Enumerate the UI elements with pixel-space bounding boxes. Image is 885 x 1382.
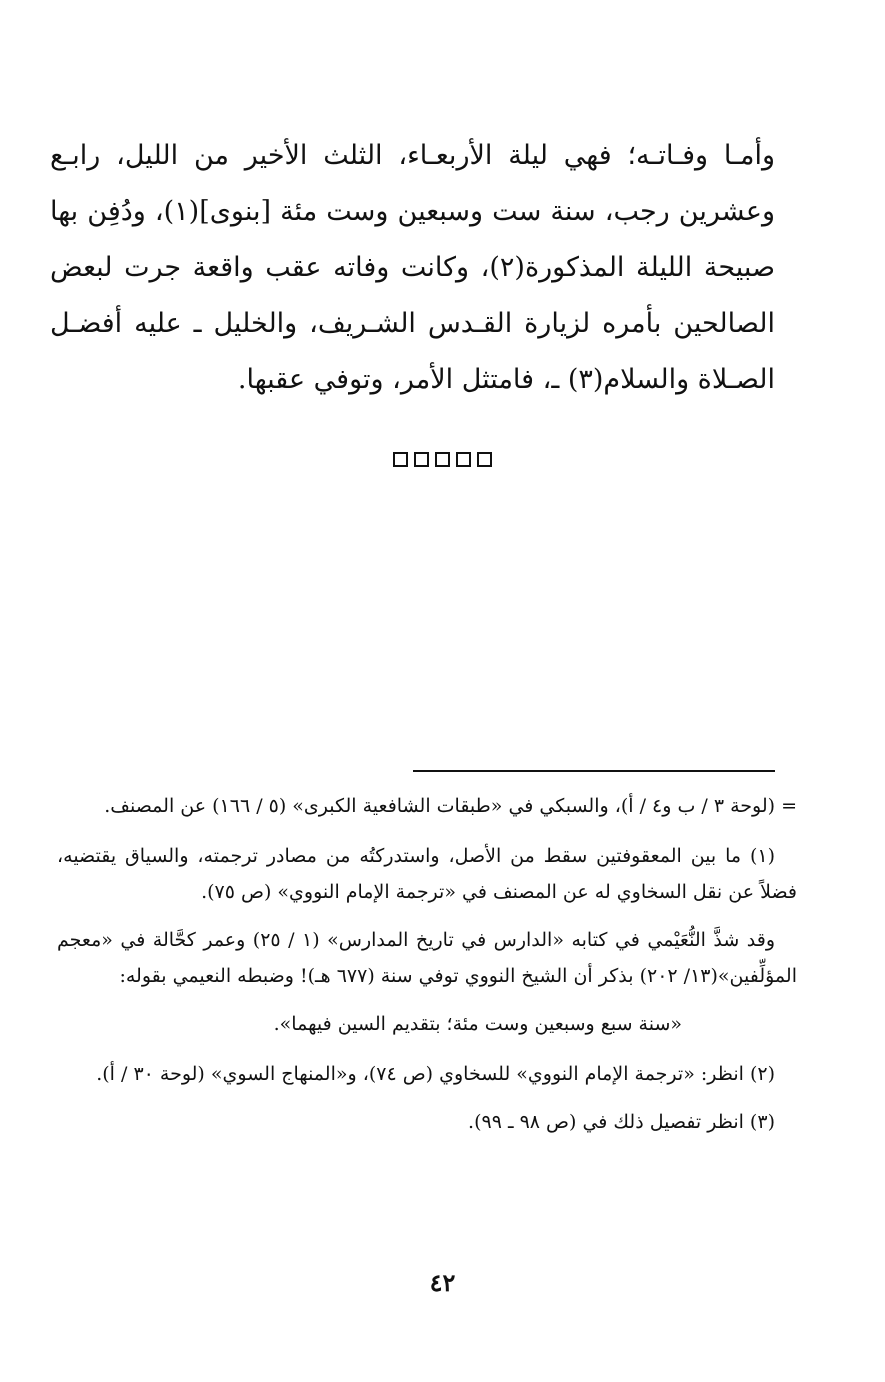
main-body-text: [50, 128, 775, 408]
footnotes: [57, 788, 797, 1152]
separator-square: [477, 452, 492, 467]
footnote-3: (٣) انظر تفصيل ذلك في (ص ٩٨ ـ ٩٩).: [468, 1111, 775, 1133]
footnote-1-paragraph-2: وقد شذَّ النُّعَيْمي في كتابه «الدارس في تاريخ المدارس» (١ / ٢٥) وعمر كحَّالة في «معجم المؤلِّفين»(١٣/ ٢٠٢) بذكر أن الشيخ النووي توفي سنة (٦٧٧ هـ)! وضبطه النعيمي بقوله:: [57, 929, 797, 987]
separator-square: [414, 452, 429, 467]
biography-paragraph: وأمـا وفـاتـه؛ فهي ليلة الأربعـاء، الثلث الأخير من الليل، رابـع وعشرين رجب، سنة ست وسبعين وست مئة [بنوى](١)، ودُفِن بها صبيحة الليلة المذكورة(٢)، وكانت وفاته عقب واقعة جرت لبعض الصالحين بأمره لزيارة القـدس الشـريف، والخليل ـ عليه أفضـل الصـلاة والسلام(٣) ـ، فامتثل الأمر، وتوفي عقبها.: [50, 140, 775, 395]
separator-square: [435, 452, 450, 467]
page-number: ٤٢: [429, 1268, 456, 1297]
footnote-1: (١) ما بين المعقوفتين سقط من الأصل، واستدركتُه من مصادر ترجمته، والسياق يقتضيه، فضلاً عن نقل السخاوي له عن المصنف في «ترجمة الإمام النووي» (ص ٧٥).: [57, 845, 797, 903]
separator-square: [456, 452, 471, 467]
separator-square: [393, 452, 408, 467]
section-separator: [0, 452, 885, 467]
footnote-continuation: = (لوحة ٣ / ب و٤ / أ)، والسبكي في «طبقات الشافعية الكبرى» (٥ / ١٦٦) عن المصنف.: [104, 795, 797, 817]
footnote-1-quote: «سنة سبع وسبعين وست مئة؛ بتقديم السين فيهما».: [273, 1013, 682, 1035]
footnote-rule: [413, 770, 775, 772]
footnote-2: (٢) انظر: «ترجمة الإمام النووي» للسخاوي (ص ٧٤)، و«المنهاج السوي» (لوحة ٣٠ / أ).: [96, 1063, 775, 1085]
